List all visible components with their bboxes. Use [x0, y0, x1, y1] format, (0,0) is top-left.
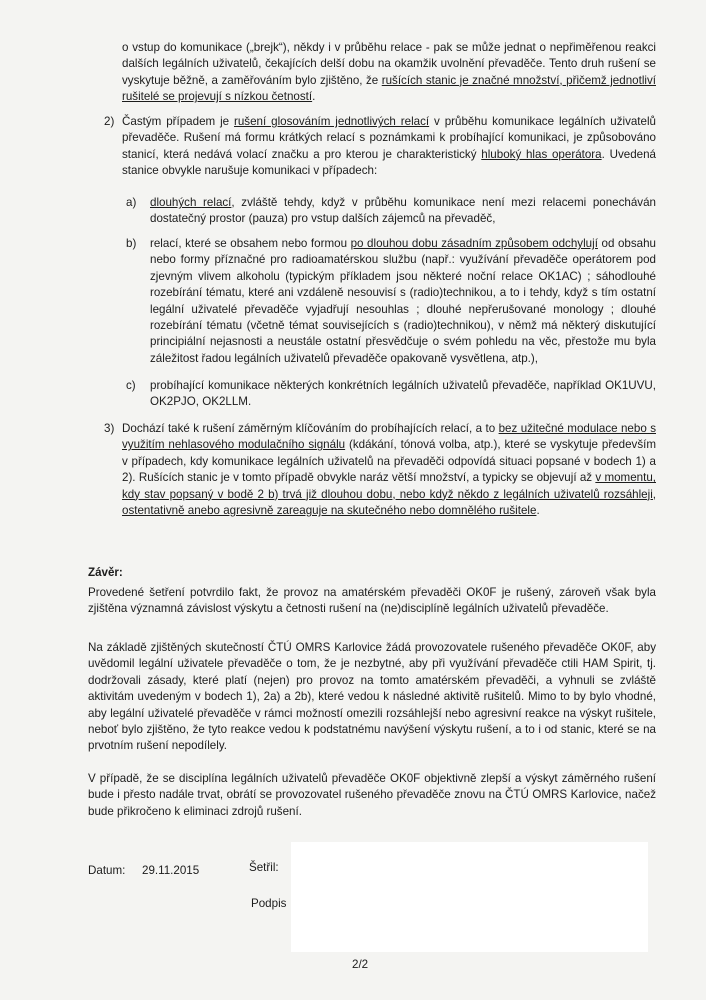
- page-number: 2/2: [352, 958, 369, 971]
- conclusion-paragraph-2: Na základě zjištěných skutečností ČTÚ OMRS Karlovice žádá provozovatele rušeného převaděče OK0F, aby uvědomil legální uživatele převaděče o tom, že je nezbytné, aby při využívání převaděče ctili HAM Spirit, tj. dodržovali zásady, které platí (nejen) pro provoz na tomto amatérském převaděči, a vyhnuli se zvláště aktivitám uvedeným v bodech 1), 2a) a 2b), které vedou k následné aktivitě rušitelů. Mimo to by bylo vhodné, aby legální uživatelé převaděče v rámci možností omezili rozsáhlejší nebo agresivní reakce na výskyt rušitele, neboť bylo zjištěno, že tyto reakce vedou k podstatnému navýšení výskytu rušení, a to i od stanic, které se na prvotním rušení nepodílely.: [88, 641, 656, 753]
- investigator-label: Šetřil:: [249, 861, 279, 874]
- underlined-phrase: hluboký hlas operátora: [481, 147, 602, 161]
- underlined-phrase: bez užitečné modulace nebo s využitím nehlasového modulačního signálu: [122, 422, 656, 452]
- sub-c-paragraph: probíhající komunikace některých konkrétních legálních uživatelů převaděče, například OK1UVU, OK2PJO, OK2LLM.: [150, 379, 656, 409]
- sub-a-letter: a): [126, 196, 137, 209]
- sub-b-paragraph: relací, které se obsahem nebo formou po dlouhou dobu zásadním způsobem odchylují od obsahu nebo formy příznačné pro radioamatérskou službu (např.: využívání převaděče operátorem pod zjevným vlivem alkoholu (typickým příkladem jsou některé noční relace OK1AC) ; sáhodlouhé rozebírání tématu, které ani vzdáleně nesouvisí s (radio)technikou, a to i tehdy, když s tím ostatní legální uživatelé převaděče vyjadřují nesouhlas ; dlouhé nepřerušované monology ; dlouhé rozebírání tématu (včetně témat souvisejících s (radio)technikou), v němž má některý diskutující principiální nejasnosti a neustále ostatní přesvědčuje o svém pohledu na věc, přestože mu byla záležitost řadou legálních uživatelů převaděče opakovaně vysvětlena, atp.),: [150, 237, 656, 365]
- sub-c-letter: c): [126, 379, 136, 392]
- underlined-phrase: dlouhých relací: [150, 196, 232, 209]
- conclusion-heading: Závěr:: [88, 566, 123, 579]
- item-3-paragraph: Dochází také k rušení záměrným klíčováním do probíhajících relací, a to bez užitečné modulace nebo s využitím nehlasového modulačního signálu (kdákání, tónová volba, atp.), které se vyskytuje především v případech, kdy komunikace legálních uživatelů na převaděči odpovídá situaci popsané v bodech 1) a 2). Rušících stanic je v tomto případě obvykle naráz větší množství, a typicky se objevují až v momentu, kdy stav popsaný v bodě 2 b) trvá již dlouhou dobu, nebo když někdo z legálních uživatelů rozsáhleji, ostentativně anebo agresivně zareaguje na skutečného nebo domnělého rušitele.: [122, 422, 656, 518]
- underlined-phrase: v momentu, kdy stav popsaný v bodě 2 b) trvá již dlouhou dobu, nebo když někdo z legálních uživatelů rozsáhleji, ostentativně anebo agresivně zareaguje na skutečného nebo domnělého rušitele: [122, 471, 656, 518]
- signature-label: Podpis: [251, 897, 287, 910]
- item-2-paragraph: Častým případem je rušení glosováním jednotlivých relací v průběhu komunikace legálních uživatelů převaděče. Rušení má formu krátkých relací s poznámkami k probíhající komunikaci, je způsobováno stanicí, která nedává volací značku a pro kterou je charakteristický hluboký hlas operátora. Uvedená stanice obvykle narušuje komunikaci v případech:: [122, 115, 657, 178]
- underlined-phrase: rušících stanic je značné množství, přičemž jednotliví rušitelé se projevují s nízkou četností: [122, 73, 656, 104]
- date-label: Datum:: [88, 864, 126, 877]
- conclusion-paragraph-3: V případě, že se disciplína legálních uživatelů převaděče OK0F objektivně zlepší a výskyt záměrného rušení bude i přesto nadále trvat, obrátí se provozovatel rušeného převaděče znovu na ČTÚ OMRS Karlovice, načež bude přikročeno k eliminaci zdrojů rušení.: [88, 772, 656, 818]
- redacted-signature-area: [291, 842, 648, 952]
- sub-b-letter: b): [126, 237, 137, 250]
- underlined-phrase: rušení glosováním jednotlivých relací: [234, 115, 430, 128]
- conclusion-paragraph-1: Provedené šetření potvrdilo fakt, že provoz na amatérském převaděči OK0F je rušený, zároveň však byla zjištěna významná závislost výskytu a četnosti rušení na (ne)disciplíně legálních uživatelů převaděče.: [88, 586, 656, 616]
- underlined-phrase: po dlouhou dobu zásadním způsobem odchylují: [350, 237, 598, 250]
- intro-paragraph: o vstup do komunikace („brejk“), někdy i v průběhu relace - pak se může jednat o nepřiměřenou reakci dalších legálních uživatelů, čekajících delší dobu na okamžik uvolnění převaděče. Tento druh rušení se vyskytuje běžně, a zaměřováním bylo zjištěno, že rušících stanic je značné množství, přičemž jednotliví rušitelé se projevují s nízkou četností.: [122, 41, 656, 104]
- date-value: 29.11.2015: [142, 864, 200, 877]
- item-3-number: 3): [104, 422, 115, 435]
- item-2-number: 2): [104, 115, 115, 128]
- sub-a-paragraph: dlouhých relací, zvláště tehdy, když v průběhu komunikace není mezi relacemi ponecháván dostatečný prostor (pauza) pro vstup dalších zájemců na převaděč,: [150, 196, 656, 226]
